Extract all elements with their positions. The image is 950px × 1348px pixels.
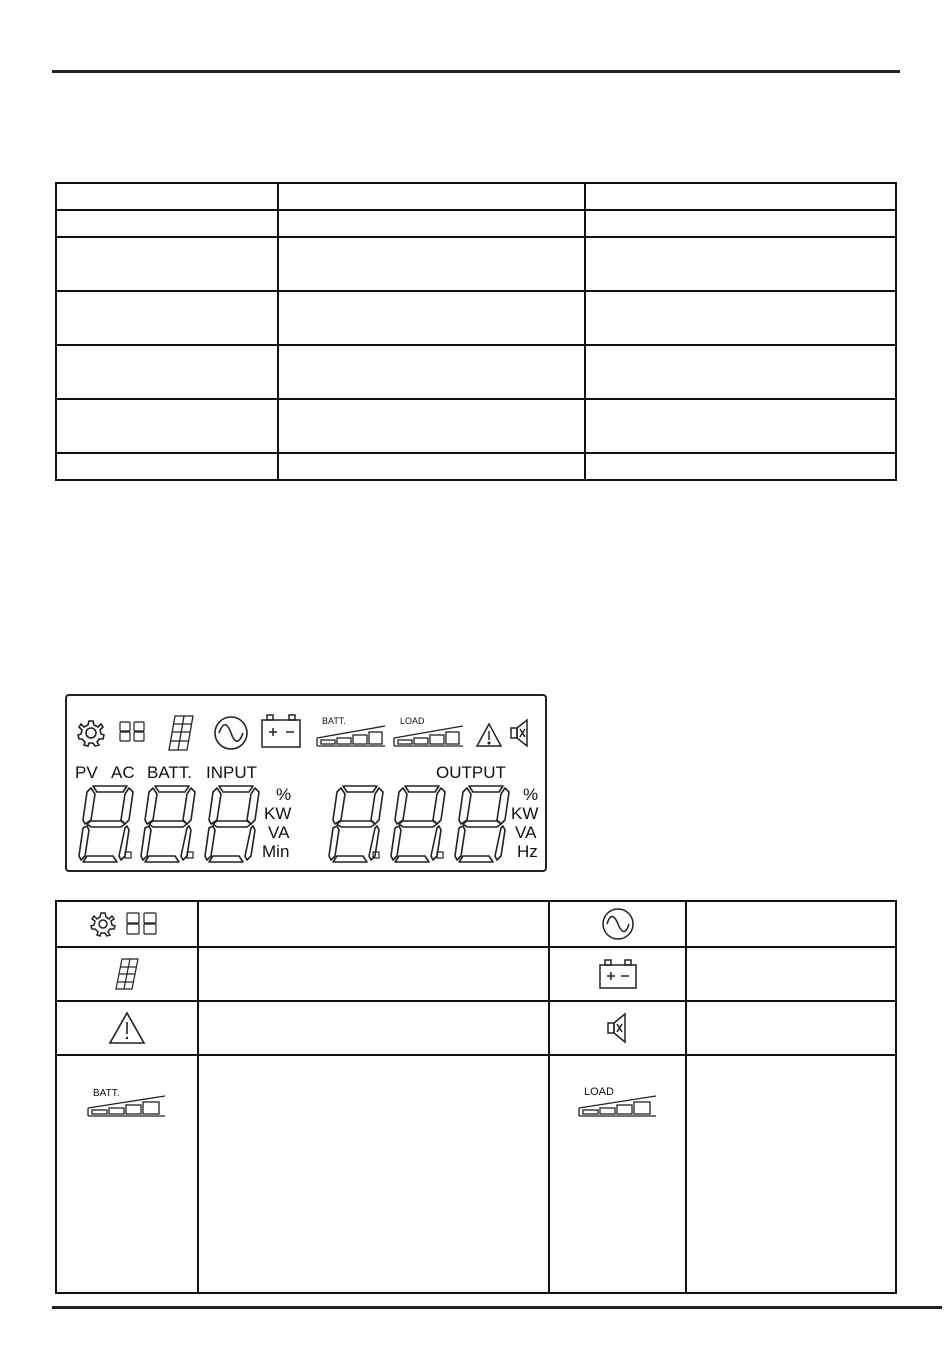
table-cell [585, 183, 896, 210]
table-cell [549, 901, 686, 947]
output-seven-segment-digits [329, 786, 509, 862]
table-cell [56, 210, 278, 237]
table-cell [686, 901, 896, 947]
table-cell [585, 237, 896, 291]
table-row [56, 345, 896, 399]
input-units [262, 785, 291, 861]
lcd-display-panel [65, 694, 547, 872]
lcd-label-output: OUTPUT [436, 763, 506, 782]
battery-icon [598, 958, 638, 990]
load-level-bar-icon [394, 716, 463, 746]
table-cell [56, 1001, 198, 1055]
table-cell [278, 291, 585, 345]
table-cell [686, 1055, 896, 1293]
input-unit-percent: % [276, 785, 292, 804]
lcd-label-ac: AC [111, 763, 135, 782]
table-cell [278, 210, 585, 237]
top-rule [52, 70, 900, 73]
table-cell [585, 453, 896, 480]
table-cell [549, 1001, 686, 1055]
mute-speaker-icon [605, 1011, 631, 1045]
table-cell [56, 183, 278, 210]
settings-digits-icon [89, 909, 165, 939]
gear-icon [78, 721, 104, 746]
table-cell [549, 947, 686, 1001]
table-cell [56, 291, 278, 345]
load-level-bar-icon [576, 1084, 660, 1120]
solar-panel-icon [112, 956, 142, 992]
table-cell [56, 1055, 198, 1293]
table-cell [585, 291, 896, 345]
output-unit-kw: KW [511, 804, 539, 823]
batt-bar-label: BATT. [93, 1088, 120, 1099]
table-cell [56, 453, 278, 480]
lcd-label-input: INPUT [206, 763, 257, 782]
table-row [56, 453, 896, 480]
output-unit-percent: % [523, 785, 539, 804]
table-cell [198, 901, 549, 947]
lcd-display-svg [67, 696, 545, 870]
input-unit-kw: KW [264, 804, 292, 823]
lcd-label-pv: PV [75, 763, 98, 782]
output-unit-hz: Hz [517, 842, 538, 861]
table-row [56, 291, 896, 345]
table-cell [56, 947, 198, 1001]
table-row [56, 210, 896, 237]
batt-bar-label: BATT. [322, 716, 346, 726]
table-cell [56, 237, 278, 291]
table-cell [278, 399, 585, 453]
load-bar-label: LOAD [583, 1086, 614, 1098]
input-unit-min: Min [262, 842, 290, 861]
load-bar-label: LOAD [400, 716, 425, 726]
table-row [56, 1055, 896, 1293]
lcd-label-batt: BATT. [147, 763, 193, 782]
table-cell [278, 237, 585, 291]
icon-legend-table [55, 900, 897, 1294]
table-row [56, 237, 896, 291]
warning-triangle-icon [107, 1010, 147, 1046]
ac-sine-wave-icon [215, 717, 247, 749]
table-cell [278, 453, 585, 480]
warning-triangle-icon [477, 724, 501, 746]
spec-table [55, 182, 897, 481]
table-row [56, 947, 896, 1001]
output-unit-va: VA [515, 823, 537, 842]
table-cell [585, 399, 896, 453]
table-row [56, 399, 896, 453]
ac-sine-wave-icon [600, 906, 636, 942]
mute-speaker-icon [511, 720, 527, 746]
table-cell [56, 901, 198, 947]
table-cell [686, 947, 896, 1001]
table-cell [278, 345, 585, 399]
table-row [56, 183, 896, 210]
table-cell [198, 1055, 549, 1293]
table-cell [198, 947, 549, 1001]
bottom-rule [52, 1306, 942, 1309]
output-units [511, 785, 538, 861]
table-cell [585, 210, 896, 237]
table-cell [198, 1001, 549, 1055]
table-cell [56, 399, 278, 453]
table-cell [278, 183, 585, 210]
two-digit-display-icon [120, 722, 144, 741]
table-cell [549, 1055, 686, 1293]
table-cell [56, 345, 278, 399]
table-cell [686, 1001, 896, 1055]
table-row [56, 901, 896, 947]
table-cell [585, 345, 896, 399]
battery-level-bar-icon [85, 1086, 169, 1120]
input-seven-segment-digits [79, 786, 259, 862]
battery-level-bar-icon [317, 716, 385, 746]
solar-panel-icon [169, 716, 193, 750]
input-unit-va: VA [268, 823, 290, 842]
table-row [56, 1001, 896, 1055]
battery-icon [262, 715, 300, 747]
